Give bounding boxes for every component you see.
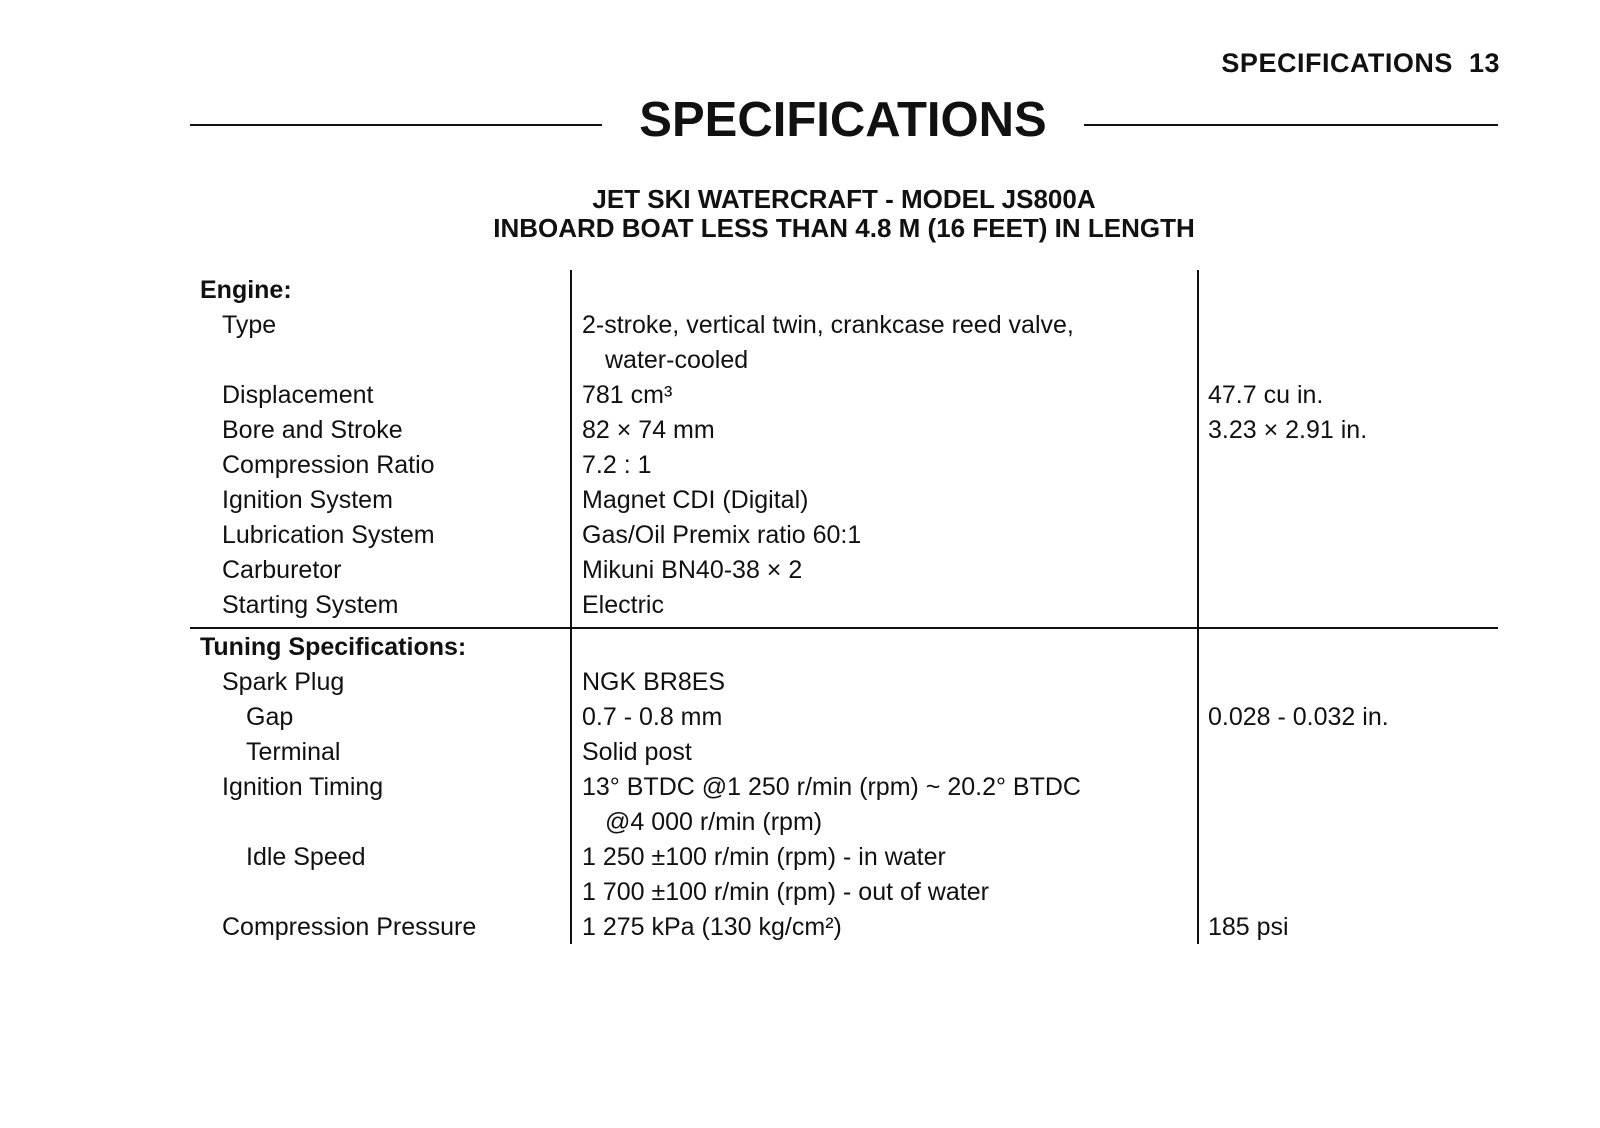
spec-label: Gap	[246, 703, 294, 731]
spec-imperial-value: 0.028 - 0.032 in.	[1208, 703, 1389, 731]
spec-label: Starting System	[222, 591, 399, 619]
spec-value-second: 1 700 ±100 r/min (rpm) - out of water	[582, 878, 989, 906]
model-subtitle: JET SKI WATERCRAFT - MODEL JS800A	[592, 184, 1096, 214]
table-row	[190, 735, 1498, 770]
table-row	[190, 875, 1498, 910]
spec-label: Ignition System	[222, 486, 393, 514]
spec-label: Carburetor	[222, 556, 342, 584]
spec-label: Compression Ratio	[222, 451, 435, 479]
spec-value: NGK BR8ES	[582, 668, 726, 696]
spec-value: Electric	[582, 591, 664, 619]
running-header	[1221, 48, 1500, 79]
spec-label: Spark Plug	[222, 668, 345, 696]
table-row	[190, 805, 1498, 840]
spec-label: Terminal	[246, 738, 341, 766]
spec-imperial-value: 185 psi	[1208, 913, 1289, 941]
table-row	[190, 343, 1498, 378]
table-row	[190, 518, 1498, 553]
title-rule-right	[1084, 124, 1498, 126]
spec-value: 1 275 kPa (130 kg/cm²)	[582, 913, 842, 941]
table-row	[190, 378, 1498, 413]
spec-table	[190, 273, 1498, 945]
spec-label: Compression Pressure	[222, 913, 477, 941]
page-title: SPECIFICATIONS	[639, 93, 1047, 147]
spec-value: 2-stroke, vertical twin, crankcase reed valve,	[582, 311, 1074, 339]
tuning-heading: Tuning Specifications:	[200, 633, 467, 661]
spec-value: Solid post	[582, 738, 692, 766]
table-row	[190, 910, 1498, 945]
table-row	[190, 588, 1498, 623]
spec-imperial-value: 3.23 × 2.91 in.	[1208, 416, 1368, 444]
table-row	[190, 630, 1498, 665]
engine-heading: Engine:	[200, 276, 292, 304]
table-row	[190, 448, 1498, 483]
spec-value: 82 × 74 mm	[582, 416, 715, 444]
spec-value: 781 cm³	[582, 381, 673, 409]
table-row	[190, 700, 1498, 735]
spec-label: Bore and Stroke	[222, 416, 403, 444]
spec-value: 13° BTDC @1 250 r/min (rpm) ~ 20.2° BTDC	[582, 773, 1081, 801]
spec-value: Magnet CDI (Digital)	[582, 486, 809, 514]
table-row	[190, 553, 1498, 588]
spec-value-continued: @4 000 r/min (rpm)	[605, 808, 823, 836]
table-row	[190, 770, 1498, 805]
running-header-section: SPECIFICATIONS	[1221, 48, 1453, 78]
spec-value: 1 250 ±100 r/min (rpm) - in water	[582, 843, 946, 871]
spec-value: Gas/Oil Premix ratio 60:1	[582, 521, 862, 549]
spec-label: Idle Speed	[246, 843, 366, 871]
spec-value-continued: water-cooled	[605, 346, 749, 374]
spec-value: Mikuni BN40-38 × 2	[582, 556, 803, 584]
table-row	[190, 413, 1498, 448]
spec-imperial-value: 47.7 cu in.	[1208, 381, 1324, 409]
spec-value: 7.2 : 1	[582, 451, 652, 479]
spec-label: Type	[222, 311, 277, 339]
spec-label: Lubrication System	[222, 521, 435, 549]
title-rule-left	[190, 124, 602, 126]
table-row	[190, 483, 1498, 518]
table-row	[190, 840, 1498, 875]
table-row	[190, 308, 1498, 343]
page-number: 13	[1468, 48, 1500, 78]
boat-class-subtitle: INBOARD BOAT LESS THAN 4.8 M (16 FEET) IN LENGTH	[493, 213, 1195, 243]
table-row	[190, 273, 1498, 308]
table-row	[190, 665, 1498, 700]
spec-label: Ignition Timing	[222, 773, 384, 801]
spec-label: Displacement	[222, 381, 374, 409]
spec-value: 0.7 - 0.8 mm	[582, 703, 723, 731]
